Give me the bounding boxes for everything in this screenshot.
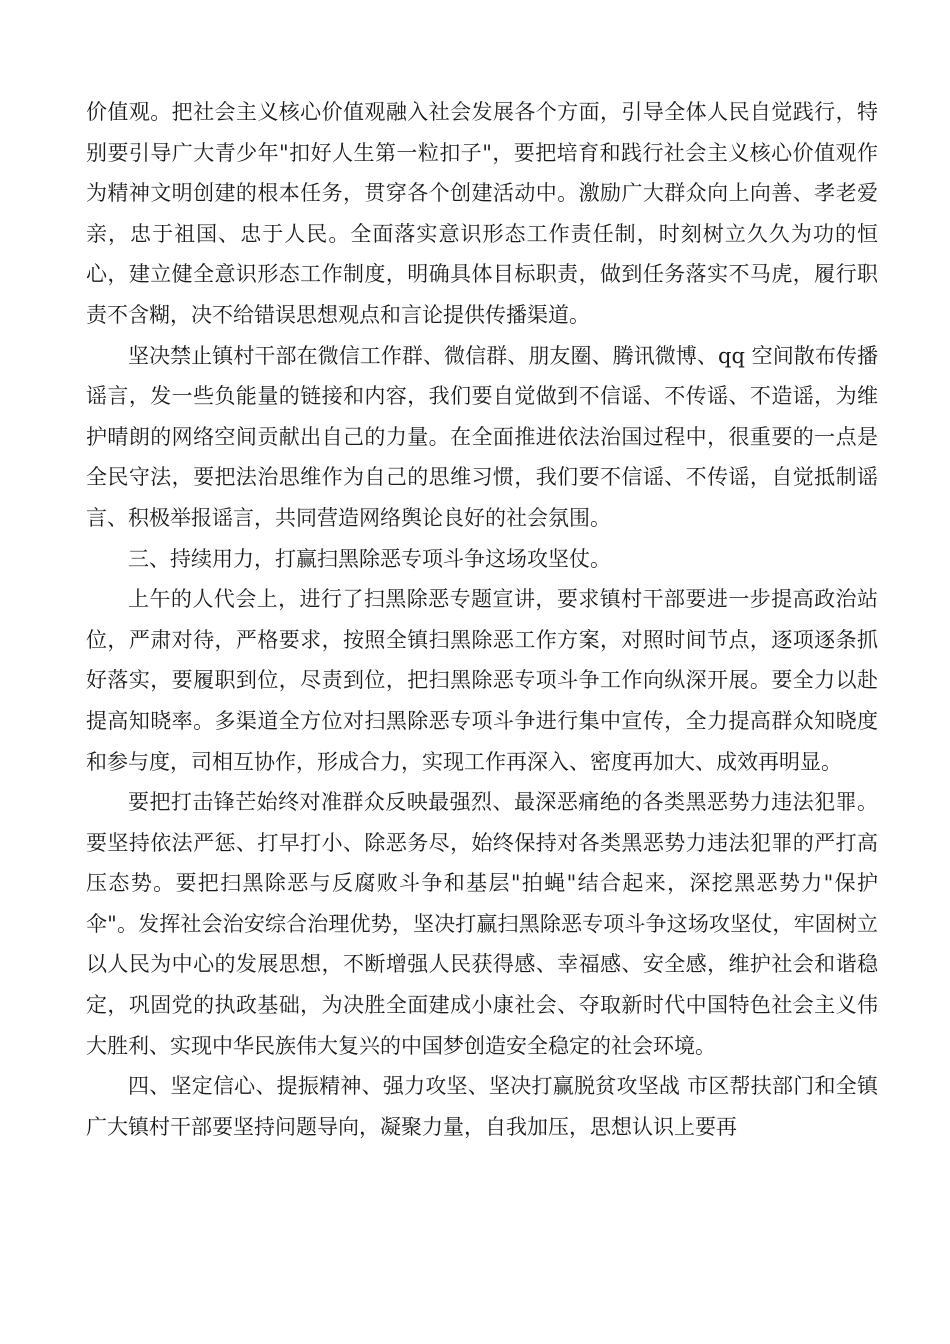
paragraph-rumors: 坚决禁止镇村干部在微信工作群、微信群、朋友圈、腾讯微博、qq 空间散布传播谣言，发一些负能量的链接和内容，我们要自觉做到不信谣、不传谣、不造谣，为维护晴朗的网络空间贡献出自己的力量。在全面推进依法治国过程中，很重要的一点是全民守法，要把法治思维作为自己的思维习惯，我们要不信谣、不传谣，自觉抵制谣言、积极举报谣言，共同营造网络舆论良好的社会氛围。 (86, 343, 878, 530)
document-body (86, 92, 878, 1147)
section-heading-four: 四、坚定信心、提振精神、强力攻坚、坚决打赢脱贫攻坚战 市区帮扶部门和全镇广大镇村干部要坚持问题导向，凝聚力量，自我加压，思想认识上要再 (86, 1074, 878, 1139)
paragraph-crackdown: 要把打击锋芒始终对准群众反映最强烈、最深恶痛绝的各类黑恶势力违法犯罪。要坚持依法严惩、打早打小、除恶务尽，始终保持对各类黑恶势力违法犯罪的严打高压态势。要把扫黑除恶与反腐败斗争和基层"拍蝇"结合起来，深挖黑恶势力"保护伞"。发挥社会治安综合治理优势，坚决打赢扫黑除恶专项斗争这场攻坚仗，牢固树立以人民为中心的发展思想，不断增强人民获得感、幸福感、安全感，维护社会和谐稳定，巩固党的执政基础，为决胜全面建成小康社会、夺取新时代中国特色社会主义伟大胜利、实现中华民族伟大复兴的中国梦创造安全稳定的社会环境。 (86, 790, 878, 1058)
paragraph-npc-meeting: 上午的人代会上，进行了扫黑除恶专题宣讲，要求镇村干部要进一步提高政治站位，严肃对待，严格要求，按照全镇扫黑除恶工作方案，对照时间节点，逐项逐条抓好落实，要履职到位，尽责到位，把扫黑除恶专项斗争工作向纵深开展。要全力以赴提高知晓率。多渠道全方位对扫黑除恶专项斗争进行集中宣传，全力提高群众知晓度和参与度，司相互协作，形成合力，实现工作再深入、密度再加大、成效再明显。 (86, 587, 878, 774)
paragraph-values: 价值观。把社会主义核心价值观融入社会发展各个方面，引导全体人民自觉践行，特别要引导广大青少年"扣好人生第一粒扣子"，要把培育和践行社会主义核心价值观作为精神文明创建的根本任务，贯穿各个创建活动中。激励广大群众向上向善、孝老爱亲，忠于祖国、忠于人民。全面落实意识形态工作责任制，时刻树立久久为功的恒心，建立健全意识形态工作制度，明确具体目标职责，做到任务落实不马虎，履行职责不含糊，决不给错误思想观点和言论提供传播渠道。 (86, 100, 878, 327)
section-heading-three: 三、持续用力，打赢扫黑除恶专项斗争这场攻坚仗。 (128, 546, 611, 571)
